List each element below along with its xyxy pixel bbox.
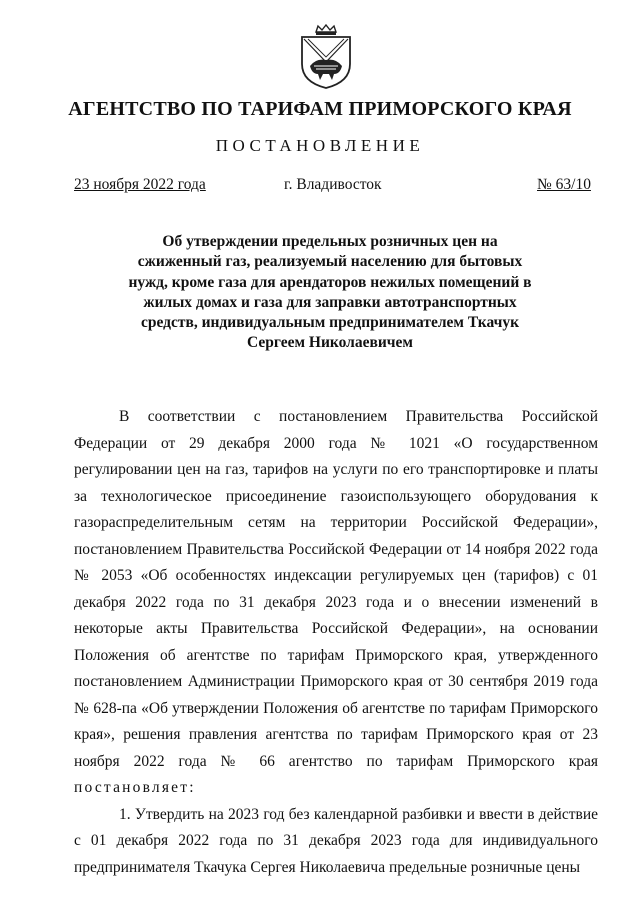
document-type: ПОСТАНОВЛЕНИЕ bbox=[215, 136, 425, 155]
coat-of-arms-emblem bbox=[296, 24, 356, 90]
document-number: № 63/10 bbox=[537, 176, 591, 193]
paragraph-item-1: 1. Утвердить на 2023 год без календарной разбивки и ввести в действие с 01 декабря 2022 года по 31 декабря 2023 года для индивидуального предпринимателя Ткачука Сергея Николаевича предельные розничные цены bbox=[74, 805, 598, 876]
document-body bbox=[74, 404, 598, 881]
preamble-text: В соответствии с постановлением Правительства Российской Федерации от 29 декабря 2000 года № 1021 «О государственном регулировании цен на газ, тарифов на услуги по его транспортировке и платы за технологическое присоединение газоиспользующего оборудования к газораспределительным сетям на территории Российской Федерации», постановлением Правительства Российской Федерации от 14 ноября 2022 года № 2053 «Об особенностях индексации регулируемых цен (тарифов) с 01 декабря 2022 года по 31 декабря 2023 года и о внесении изменений в некоторые акты Правительства Российской Федерации», на основании Положения об агентстве по тарифам Приморского края, утвержденного постановлением Администрации Приморского края от 30 сентября 2019 года № 628-па «Об утверждении Положения об агентстве по тарифам Приморского края», решения правления агентства по тарифам Приморского края от 23 ноября 2022 года № 66 агентство по тарифам Приморского края bbox=[74, 408, 598, 770]
agency-name: АГЕНТСТВО ПО ТАРИФАМ ПРИМОРСКОГО КРАЯ bbox=[68, 98, 572, 120]
document-title: Об утверждении предельных розничных цен на сжиженный газ, реализуемый населению для бытовых нужд, кроме газа для арендаторов нежилых помещений в жилых домах и газа для заправки автотранспортных средств, индивидуальным предпринимателем Ткачук Сергеем Николаевичем bbox=[128, 233, 532, 352]
paragraph-preamble bbox=[74, 404, 598, 802]
document-city: г. Владивосток bbox=[284, 176, 382, 193]
resolves-verb: постановляет: bbox=[74, 779, 196, 796]
document-date: 23 ноября 2022 года bbox=[74, 176, 206, 193]
